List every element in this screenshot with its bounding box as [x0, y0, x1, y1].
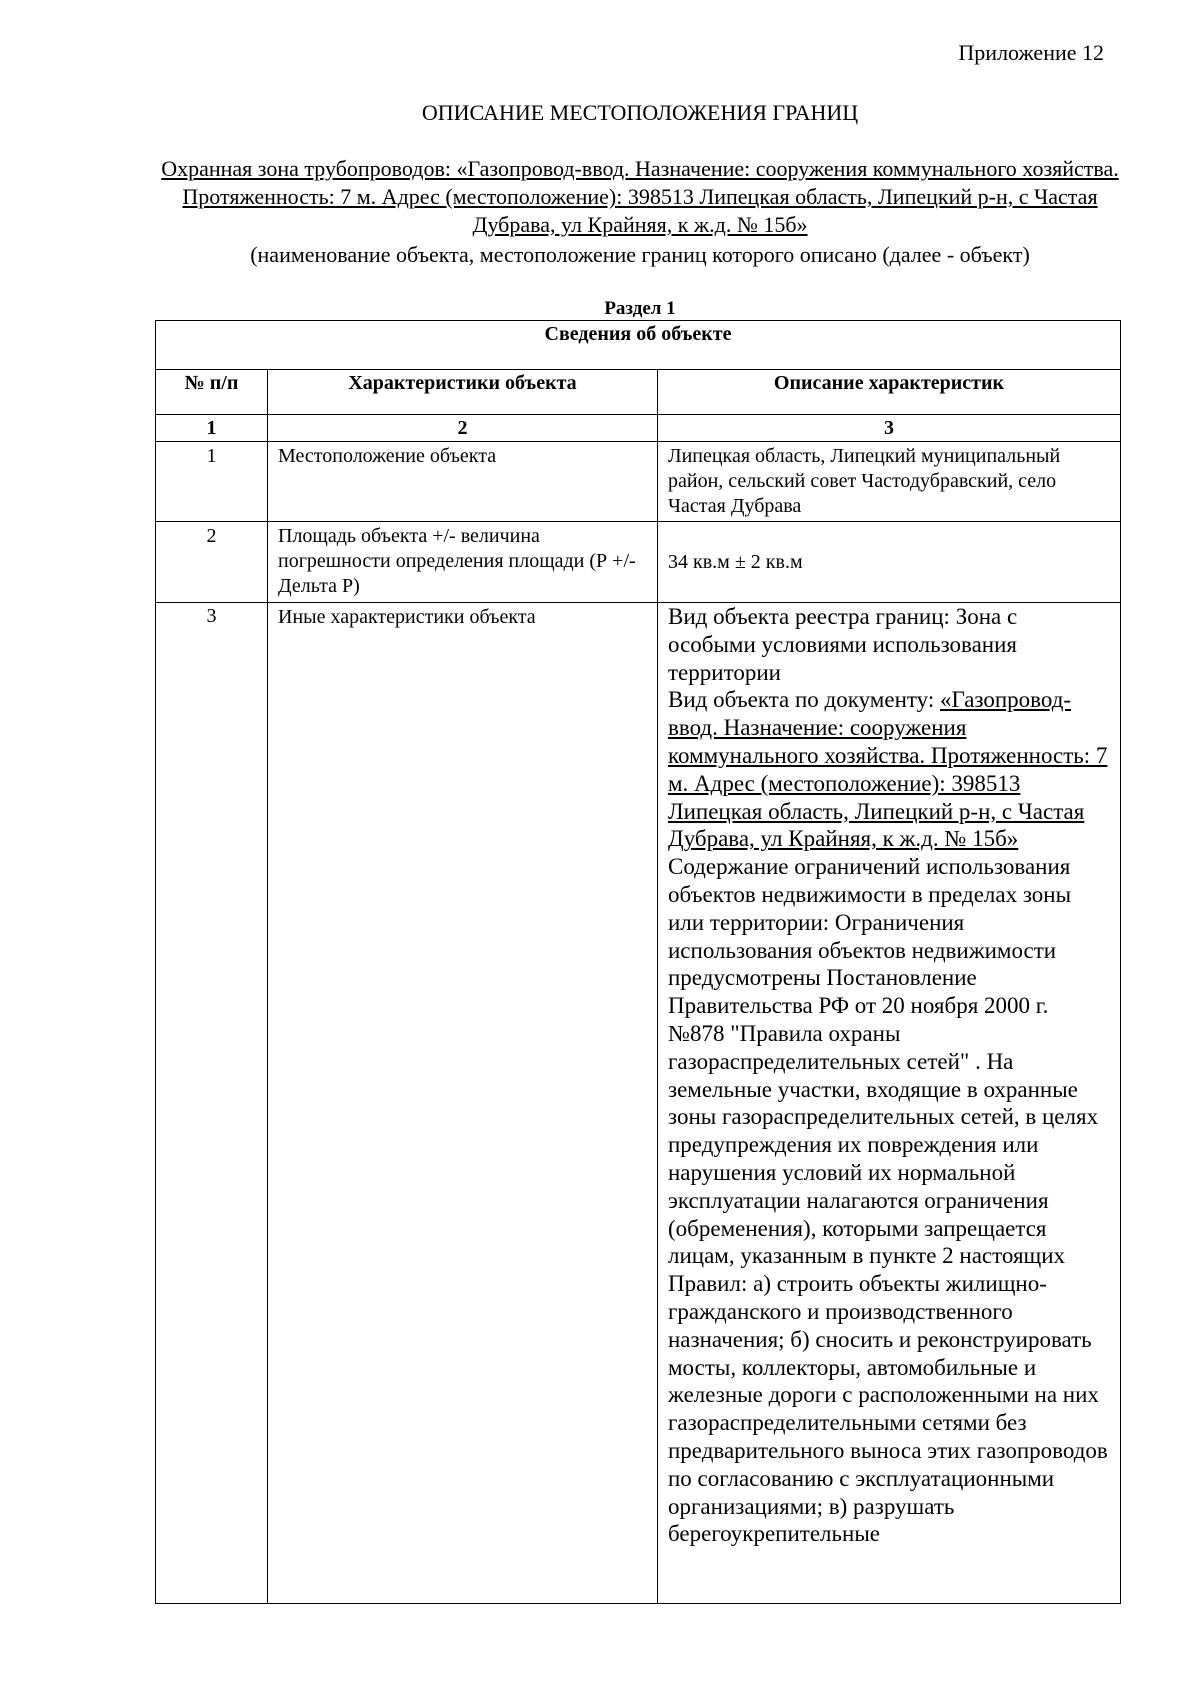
- column-number: 3: [658, 415, 1121, 442]
- registry-type-text: Вид объекта реестра границ: Зона с особыми условиями использования территории: [668, 604, 1018, 685]
- restrictions-text: Содержание ограничений использования объектов недвижимости в пределах зоны или территории: Ограничения использования объектов недвижимости предусмотрены Постановление Правительства РФ от 20 ноября 2000 г. №878 "Правила охраны газораспределительных сетей" . На земельные участки, входящие в охранные зоны газораспределительных сетей, в целях предупреждения их повреждения или нарушения условий их нормальной эксплуатации налагаются ограничения (обременения), которыми запрещается лицам, указанным в пункте 2 настоящих Правил: а) строить объекты жилищно-гражданского и производственного назначения; б) сносить и реконструировать мосты, коллекторы, автомобильные и железные дороги с расположенными на них газораспределительными сетями без предварительного выноса этих газопроводов по согласованию с эксплуатационными организациями; в) разрушать берегоукрепительные: [668, 854, 1108, 1547]
- column-number: 2: [268, 415, 658, 442]
- row-description: 34 кв.м ± 2 кв.м: [658, 522, 1121, 603]
- row-description: Липецкая область, Липецкий муниципальный район, сельский совет Частодубравский, село Частая Дубрава: [658, 442, 1121, 522]
- document-title: ОПИСАНИЕ МЕСТОПОЛОЖЕНИЯ ГРАНИЦ: [421, 100, 859, 125]
- row-characteristic: Площадь объекта +/- величина погрешности определения площади (Р +/- Дельта Р): [268, 522, 658, 603]
- table-caption-row: [156, 321, 1121, 370]
- row-characteristic: Местоположение объекта: [268, 442, 658, 522]
- section-title: Раздел 1: [604, 298, 676, 319]
- table-header-row: [156, 370, 1121, 415]
- row-description: [658, 603, 1121, 1604]
- object-name: [140, 155, 1140, 239]
- object-caption: (наименование объекта, местоположение границ которого описано (далее - объект): [250, 242, 1030, 267]
- column-header: № п/п: [156, 370, 268, 415]
- column-number-row: [156, 415, 1121, 442]
- object-info-table: [155, 320, 1121, 1604]
- table-row: [156, 603, 1121, 1604]
- document-type-value: «Газопровод-ввод. Назначение: сооружения коммунального хозяйства. Протяженность: 7 м. Адрес (местоположение): 398513 Липецкая область, Липецкий р-н, с Частая Дубрава, ул Крайняя, к ж.д. № 15б»: [668, 687, 1108, 852]
- object-name-text: Охранная зона трубопроводов: «Газопровод-ввод. Назначение: сооружения коммунального хозяйства. Протяженность: 7 м. Адрес (местоположение): 398513 Липецкая область, Липецкий р-н, с Частая Дубрава, ул Крайняя, к ж.д. № 15б»: [161, 156, 1119, 237]
- table-row: [156, 442, 1121, 522]
- row-characteristic: Иные характеристики объекта: [268, 603, 658, 1604]
- row-number: 2: [156, 522, 268, 603]
- column-header: Описание характеристик: [658, 370, 1121, 415]
- appendix-label: Приложение 12: [958, 40, 1104, 65]
- row-number: 3: [156, 603, 268, 1604]
- document-type-label: Вид объекта по документу:: [668, 687, 940, 713]
- table-caption: Сведения об объекте: [156, 321, 1121, 370]
- table-row: [156, 522, 1121, 603]
- row-number: 1: [156, 442, 268, 522]
- column-number: 1: [156, 415, 268, 442]
- column-header: Характеристики объекта: [268, 370, 658, 415]
